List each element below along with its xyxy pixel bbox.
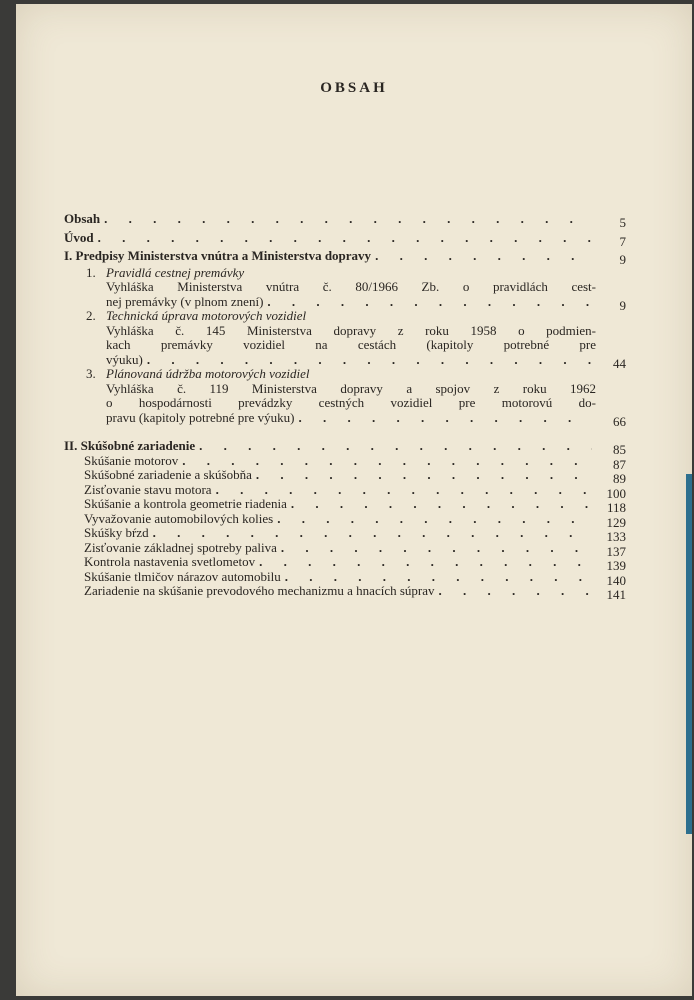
toc-label: Skúšky bŕzd xyxy=(84,525,149,540)
toc-page: 141 xyxy=(606,587,626,602)
section-text-line: Vyhláška č. 119 Ministerstva dopravy a spojov z roku 1962 xyxy=(106,380,596,396)
section-text-line: Vyhláška č. 145 Ministerstva dopravy z roku 1958 o podmien- xyxy=(106,322,596,338)
toc-label: I. Predpisy Ministerstva vnútra a Ministerstva dopravy xyxy=(64,248,372,263)
toc-page: 9 xyxy=(619,252,626,267)
cover-edge xyxy=(686,474,692,834)
toc-page: 139 xyxy=(606,558,626,573)
leader-dots xyxy=(298,411,592,426)
toc-label: Skúšanie a kontrola geometrie riadenia xyxy=(84,496,287,511)
toc-page: 129 xyxy=(606,514,626,530)
section-text-line: o hospodárnosti prevádzky cestných vozidiel pre motorovú do- xyxy=(106,395,596,410)
toc-entry xyxy=(64,539,626,559)
page-title: OBSAH xyxy=(320,80,388,96)
toc-page: 140 xyxy=(606,572,626,588)
toc-label: II. Skúšobné zariadenie xyxy=(64,438,196,453)
leader-dots xyxy=(277,512,592,527)
toc-section-1 xyxy=(64,264,626,313)
table-of-contents xyxy=(64,211,626,602)
section-title: Pravidlá cestnej premávky xyxy=(106,264,245,280)
toc-entry-part-1 xyxy=(64,248,626,267)
toc-page: 118 xyxy=(606,500,626,515)
section-title: Plánovaná údržba motorových vozidiel xyxy=(106,366,310,381)
toc-page: 44 xyxy=(613,355,626,371)
section-text-line: pravu (kapitoly potrebné pre výuku) xyxy=(106,409,295,425)
toc-page: 137 xyxy=(606,543,626,559)
toc-entry xyxy=(64,481,626,501)
toc-page: 89 xyxy=(613,471,626,486)
section-text-line: kach premávky vozidiel na cestách (kapitoly potrebné pre xyxy=(106,337,596,352)
leader-dots xyxy=(216,483,592,498)
leader-dots xyxy=(153,526,592,541)
toc-page: 9 xyxy=(619,297,626,313)
leader-dots xyxy=(439,584,593,599)
toc-label: Skúšanie tlmičov nárazov automobilu xyxy=(84,568,281,584)
toc-label: Vyvažovanie automobilových kolies xyxy=(84,510,274,526)
toc-entry xyxy=(64,496,626,515)
leader-dots xyxy=(147,353,592,368)
section-number: 1. xyxy=(86,264,96,280)
toc-entry-part-2 xyxy=(64,438,626,457)
toc-label: Obsah xyxy=(64,211,101,226)
toc-entry-uvod xyxy=(64,229,626,249)
section-number: 2. xyxy=(86,308,96,323)
toc-entry xyxy=(64,583,626,602)
toc-entry-obsah xyxy=(64,211,626,230)
section-number: 3. xyxy=(86,366,96,381)
toc-page: 133 xyxy=(606,529,626,544)
toc-entry xyxy=(64,568,626,588)
leader-dots xyxy=(104,212,592,227)
leader-dots xyxy=(259,555,592,570)
section-text-line: výuku) xyxy=(106,351,143,367)
leader-dots xyxy=(182,454,592,469)
section-text-line: Vyhláška Ministerstva vnútra č. 80/1966 Zb. o pravidlách cest- xyxy=(106,279,596,294)
toc-entry xyxy=(64,510,626,530)
book-page xyxy=(16,4,692,996)
toc-label: Skúšanie motorov xyxy=(84,452,179,468)
toc-entry xyxy=(64,554,626,573)
section-text-line: nej premávky (v plnom znení) xyxy=(106,293,264,309)
leader-dots xyxy=(199,439,592,454)
toc-label: Úvod xyxy=(64,229,94,245)
toc-section-3 xyxy=(64,366,626,429)
toc-page: 7 xyxy=(619,233,626,249)
leader-dots xyxy=(267,295,592,310)
toc-section-2 xyxy=(64,308,626,371)
toc-label: Kontrola nastavenia svetlometov xyxy=(84,554,256,569)
section-title: Technická úprava motorových vozidiel xyxy=(106,308,307,323)
leader-dots xyxy=(281,541,592,556)
toc-label: Zariadenie na skúšanie prevodového mechanizmu a hnacích súprav xyxy=(84,583,435,598)
toc-label: Zisťovanie stavu motora xyxy=(84,481,212,497)
toc-page: 85 xyxy=(613,442,626,457)
toc-entry xyxy=(64,452,626,472)
part-2-items xyxy=(64,452,626,602)
toc-label: Skúšobné zariadenie a skúšobňa xyxy=(84,467,252,482)
toc-label: Zisťovanie základnej spotreby paliva xyxy=(84,539,277,555)
toc-page: 5 xyxy=(619,215,626,230)
leader-dots xyxy=(98,231,592,246)
leader-dots xyxy=(375,249,592,264)
toc-page: 87 xyxy=(613,456,626,472)
leader-dots xyxy=(291,497,592,512)
toc-page: 100 xyxy=(606,485,626,501)
leader-dots xyxy=(256,468,592,483)
toc-entry xyxy=(64,467,626,486)
leader-dots xyxy=(285,570,592,585)
toc-entry xyxy=(64,525,626,544)
toc-page: 66 xyxy=(613,413,626,429)
